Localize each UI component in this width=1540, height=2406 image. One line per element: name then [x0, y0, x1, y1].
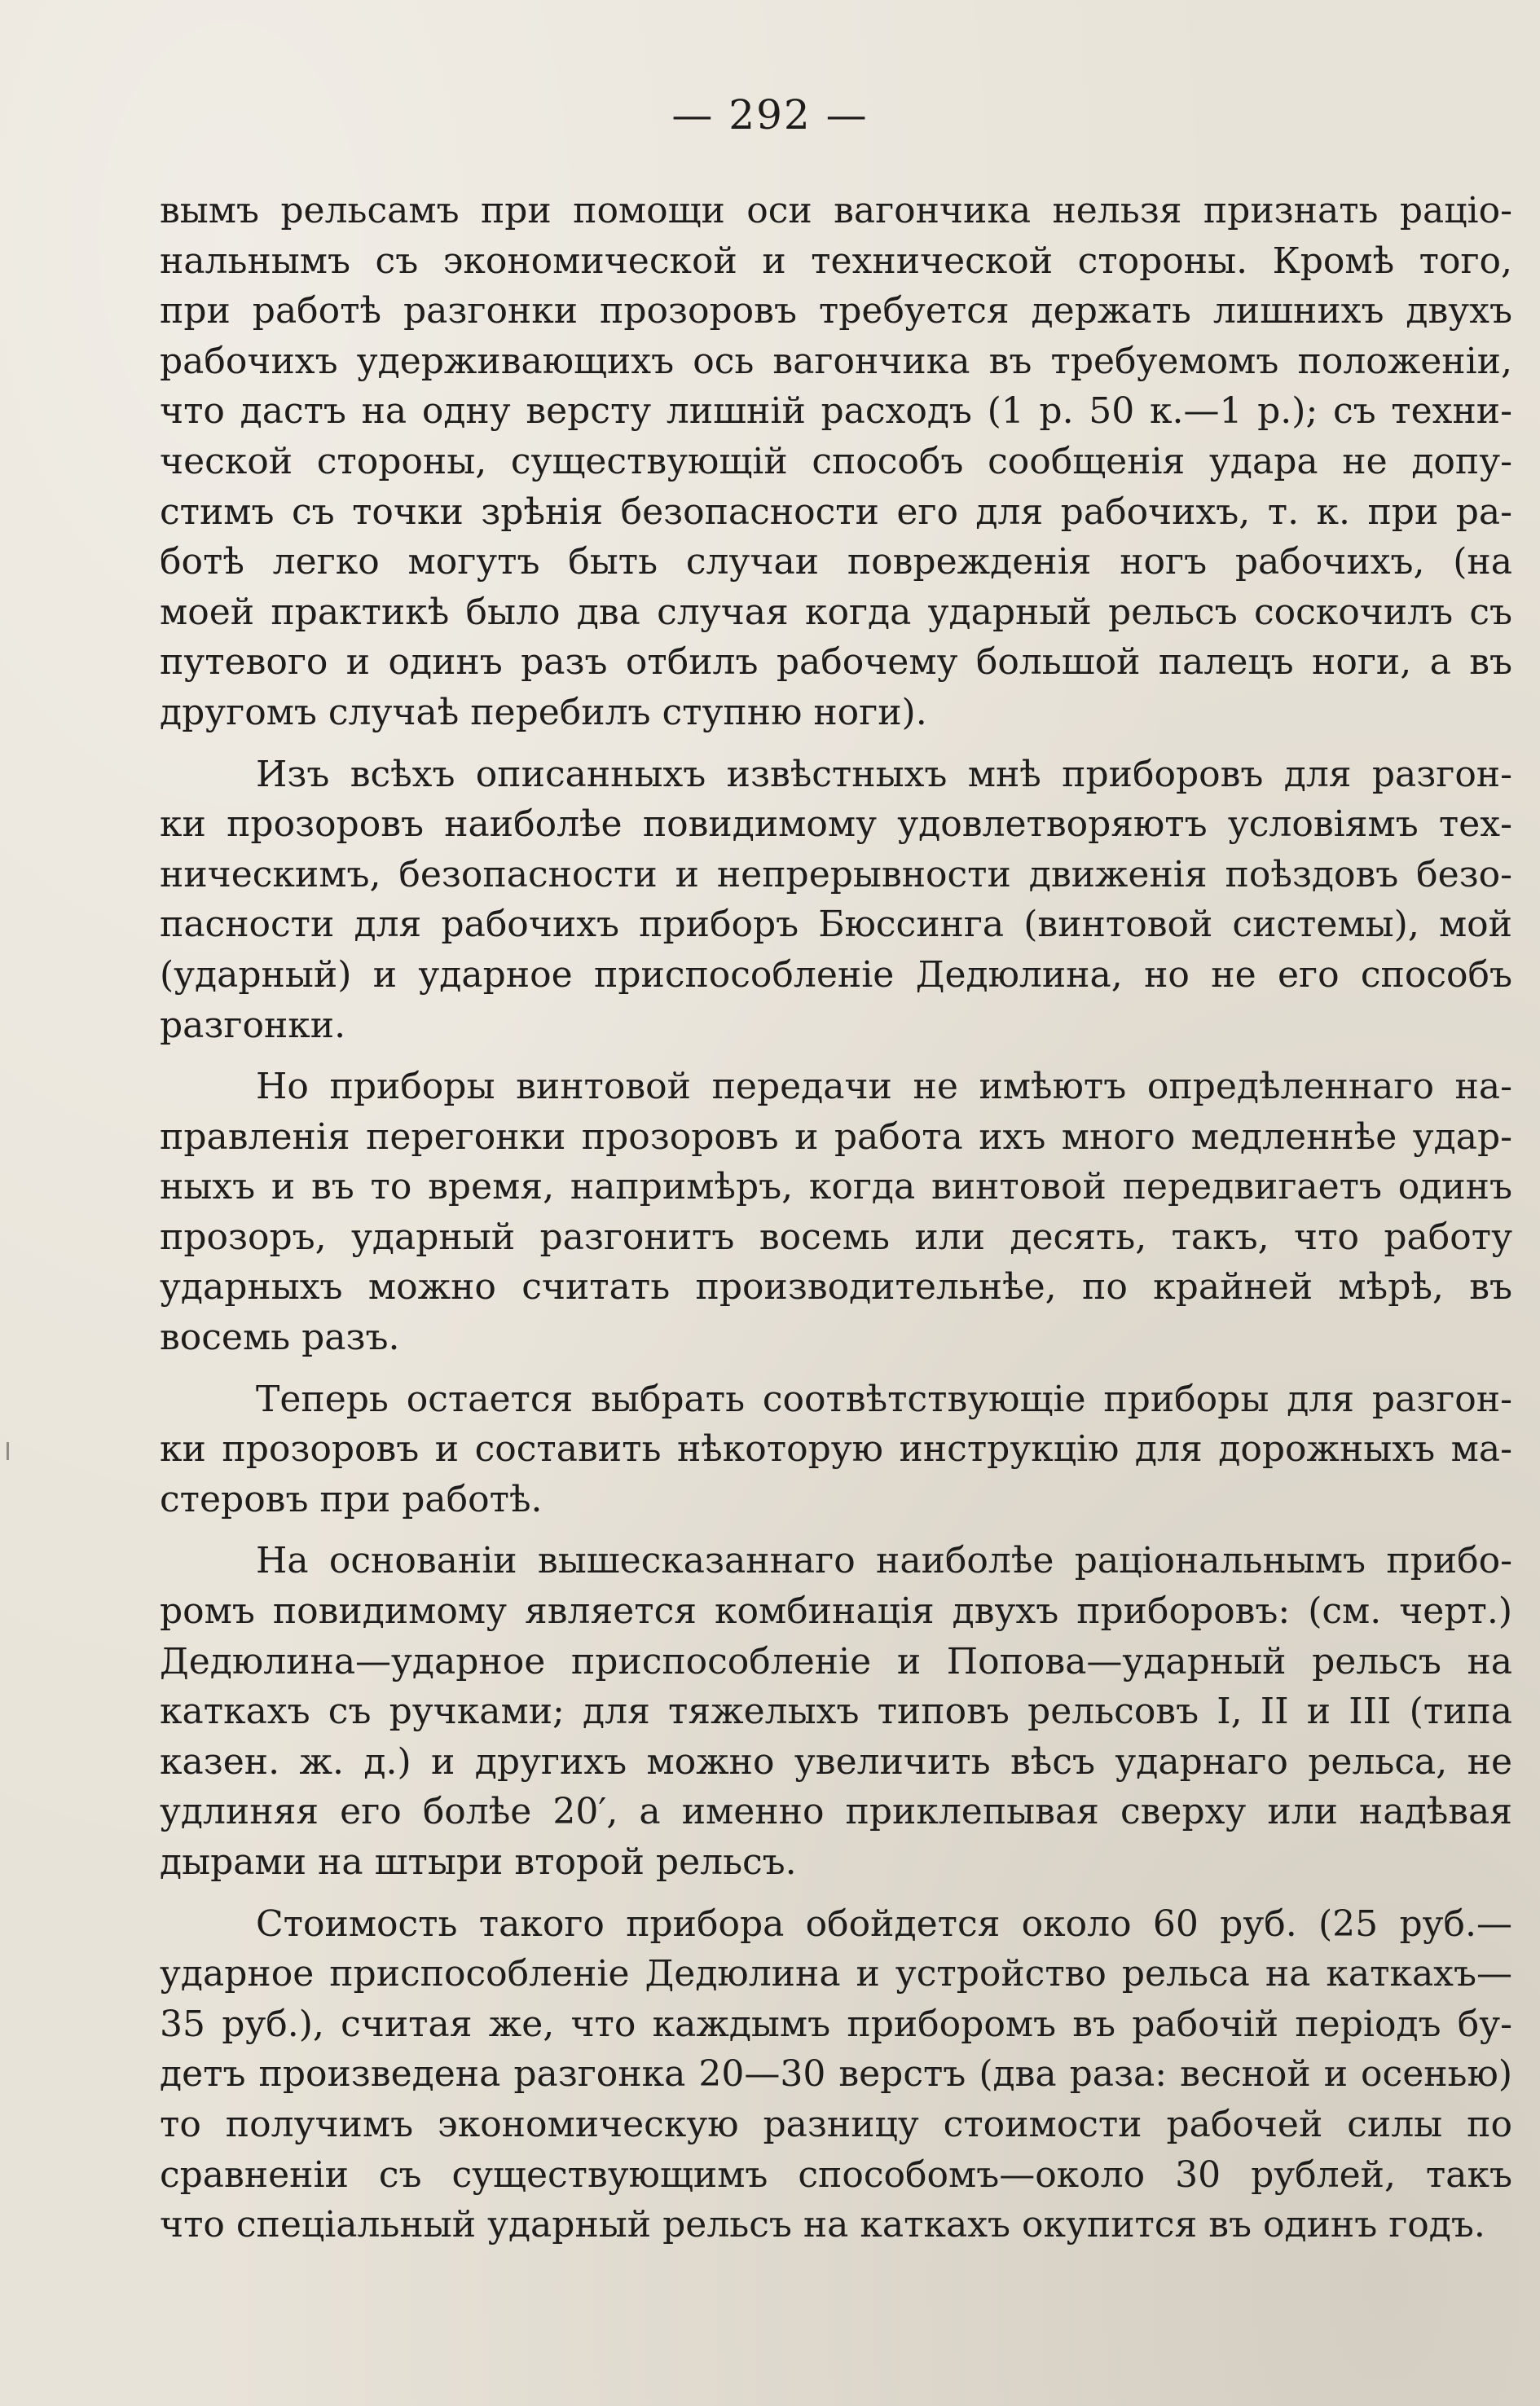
text-line: стимъ съ точки зрѣнія безопасности его для рабочихъ, т. к. при ра- — [160, 490, 1512, 533]
text-line: ки прозоровъ и составить нѣкоторую инструкцію для дорожныхъ ма- — [160, 1428, 1512, 1471]
text-line: удлиняя его болѣе 20′, а именно приклепывая сверху или надѣвая — [160, 1791, 1512, 1833]
text-line: ческой стороны, существующій способъ сообщенія удара не допу- — [160, 440, 1512, 482]
margin-mark — [7, 1442, 9, 1460]
text-line: что спеціальный ударный рельсъ на каткахъ окупится въ одинъ годъ. — [160, 2204, 1485, 2246]
text-line: Теперь остается выбрать соотвѣтствующіе приборы для разгон- — [256, 1378, 1512, 1420]
text-line: прозоръ, ударный разгонитъ восемь или десять, такъ, что работу — [160, 1216, 1512, 1258]
text-line: Но приборы винтовой передачи не имѣютъ опредѣленнаго на- — [256, 1066, 1512, 1108]
text-line: то получимъ экономическую разницу стоимости рабочей силы по — [160, 2103, 1512, 2145]
text-line: ромъ повидимому является комбинація двухъ приборовъ: (см. черт.) — [160, 1590, 1512, 1633]
page-number: — 292 — — [671, 91, 869, 139]
text-line: восемь разъ. — [160, 1317, 400, 1359]
text-line: разгонки. — [160, 1004, 346, 1046]
text-line: ботѣ легко могутъ быть случаи поврежденія ногъ рабочихъ, (на — [160, 541, 1512, 583]
paragraph-1 — [160, 186, 1512, 738]
text-line: ки прозоровъ наиболѣе повидимому удовлетворяютъ условіямъ тех- — [160, 803, 1512, 846]
text-line: Стоимость такого прибора обойдется около 60 руб. (25 руб.— — [256, 1902, 1512, 1945]
text-line: рабочихъ удерживающихъ ось вагончика въ требуемомъ положеніи, — [160, 340, 1512, 382]
text-line: Изъ всѣхъ описанныхъ извѣстныхъ мнѣ приборовъ для разгон- — [256, 753, 1512, 795]
text-line: вымъ рельсамъ при помощи оси вагончика нельзя признать раціо- — [160, 190, 1512, 231]
text-line: другомъ случаѣ перебилъ ступню ноги). — [160, 691, 927, 733]
text-line: нальнымъ съ экономической и технической стороны. Кромѣ того, — [160, 240, 1512, 282]
text-line: дырами на штыри второй рельсъ. — [160, 1841, 797, 1883]
body-text — [160, 186, 1512, 2250]
text-line: ударныхъ можно считать производительнѣе, по крайней мѣрѣ, въ — [160, 1266, 1512, 1309]
paragraph-3 — [160, 1062, 1512, 1363]
text-line: что дастъ на одну версту лишній расходъ (1 р. 50 к.—1 р.); съ техни- — [160, 390, 1512, 433]
text-line: казен. ж. д.) и другихъ можно увеличить вѣсъ ударнаго рельса, не — [160, 1740, 1512, 1783]
text-line: путевого и одинъ разъ отбилъ рабочему большой палецъ ноги, а въ — [160, 641, 1512, 684]
text-line: пасности для рабочихъ приборъ Бюссинга (винтовой системы), мой — [160, 904, 1512, 946]
text-line: при работѣ разгонки прозоровъ требуется держать лишнихъ двухъ — [160, 290, 1512, 332]
text-line: каткахъ съ ручками; для тяжелыхъ типовъ рельсовъ I, II и III (типа — [160, 1691, 1512, 1733]
text-line: На основаніи вышесказаннаго наиболѣе раціональнымъ прибо- — [256, 1540, 1512, 1582]
text-line: моей практикѣ было два случая когда ударный рельсъ соскочилъ съ — [160, 591, 1512, 633]
text-line: сравненіи съ существующимъ способомъ—около 30 рублей, такъ — [160, 2153, 1512, 2196]
text-line: Дедюлина—ударное приспособленіе и Попова—ударный рельсъ на — [160, 1640, 1512, 1682]
text-line: стеровъ при работѣ. — [160, 1478, 543, 1520]
paragraph-5 — [160, 1536, 1512, 1887]
text-line: 35 руб.), считая же, что каждымъ приборомъ въ рабочій періодъ бу- — [160, 2003, 1512, 2045]
text-line: правленія перегонки прозоровъ и работа ихъ много медленнѣе удар- — [160, 1115, 1512, 1158]
text-line: ударное приспособленіе Дедюлина и устройство рельса на каткахъ— — [160, 1953, 1512, 1995]
paragraph-2 — [160, 750, 1512, 1051]
text-line: детъ произведена разгонка 20—30 верстъ (два раза: весной и осенью) — [160, 2053, 1512, 2096]
paragraph-6 — [160, 1899, 1512, 2250]
text-line: ническимъ, безопасности и непрерывности движенія поѣздовъ безо- — [160, 853, 1512, 895]
paragraph-4 — [160, 1375, 1512, 1525]
text-line: ныхъ и въ то время, напримѣръ, когда винтовой передвигаетъ одинъ — [160, 1166, 1512, 1208]
text-line: (ударный) и ударное приспособленіе Дедюлина, но не его способъ — [160, 953, 1512, 996]
